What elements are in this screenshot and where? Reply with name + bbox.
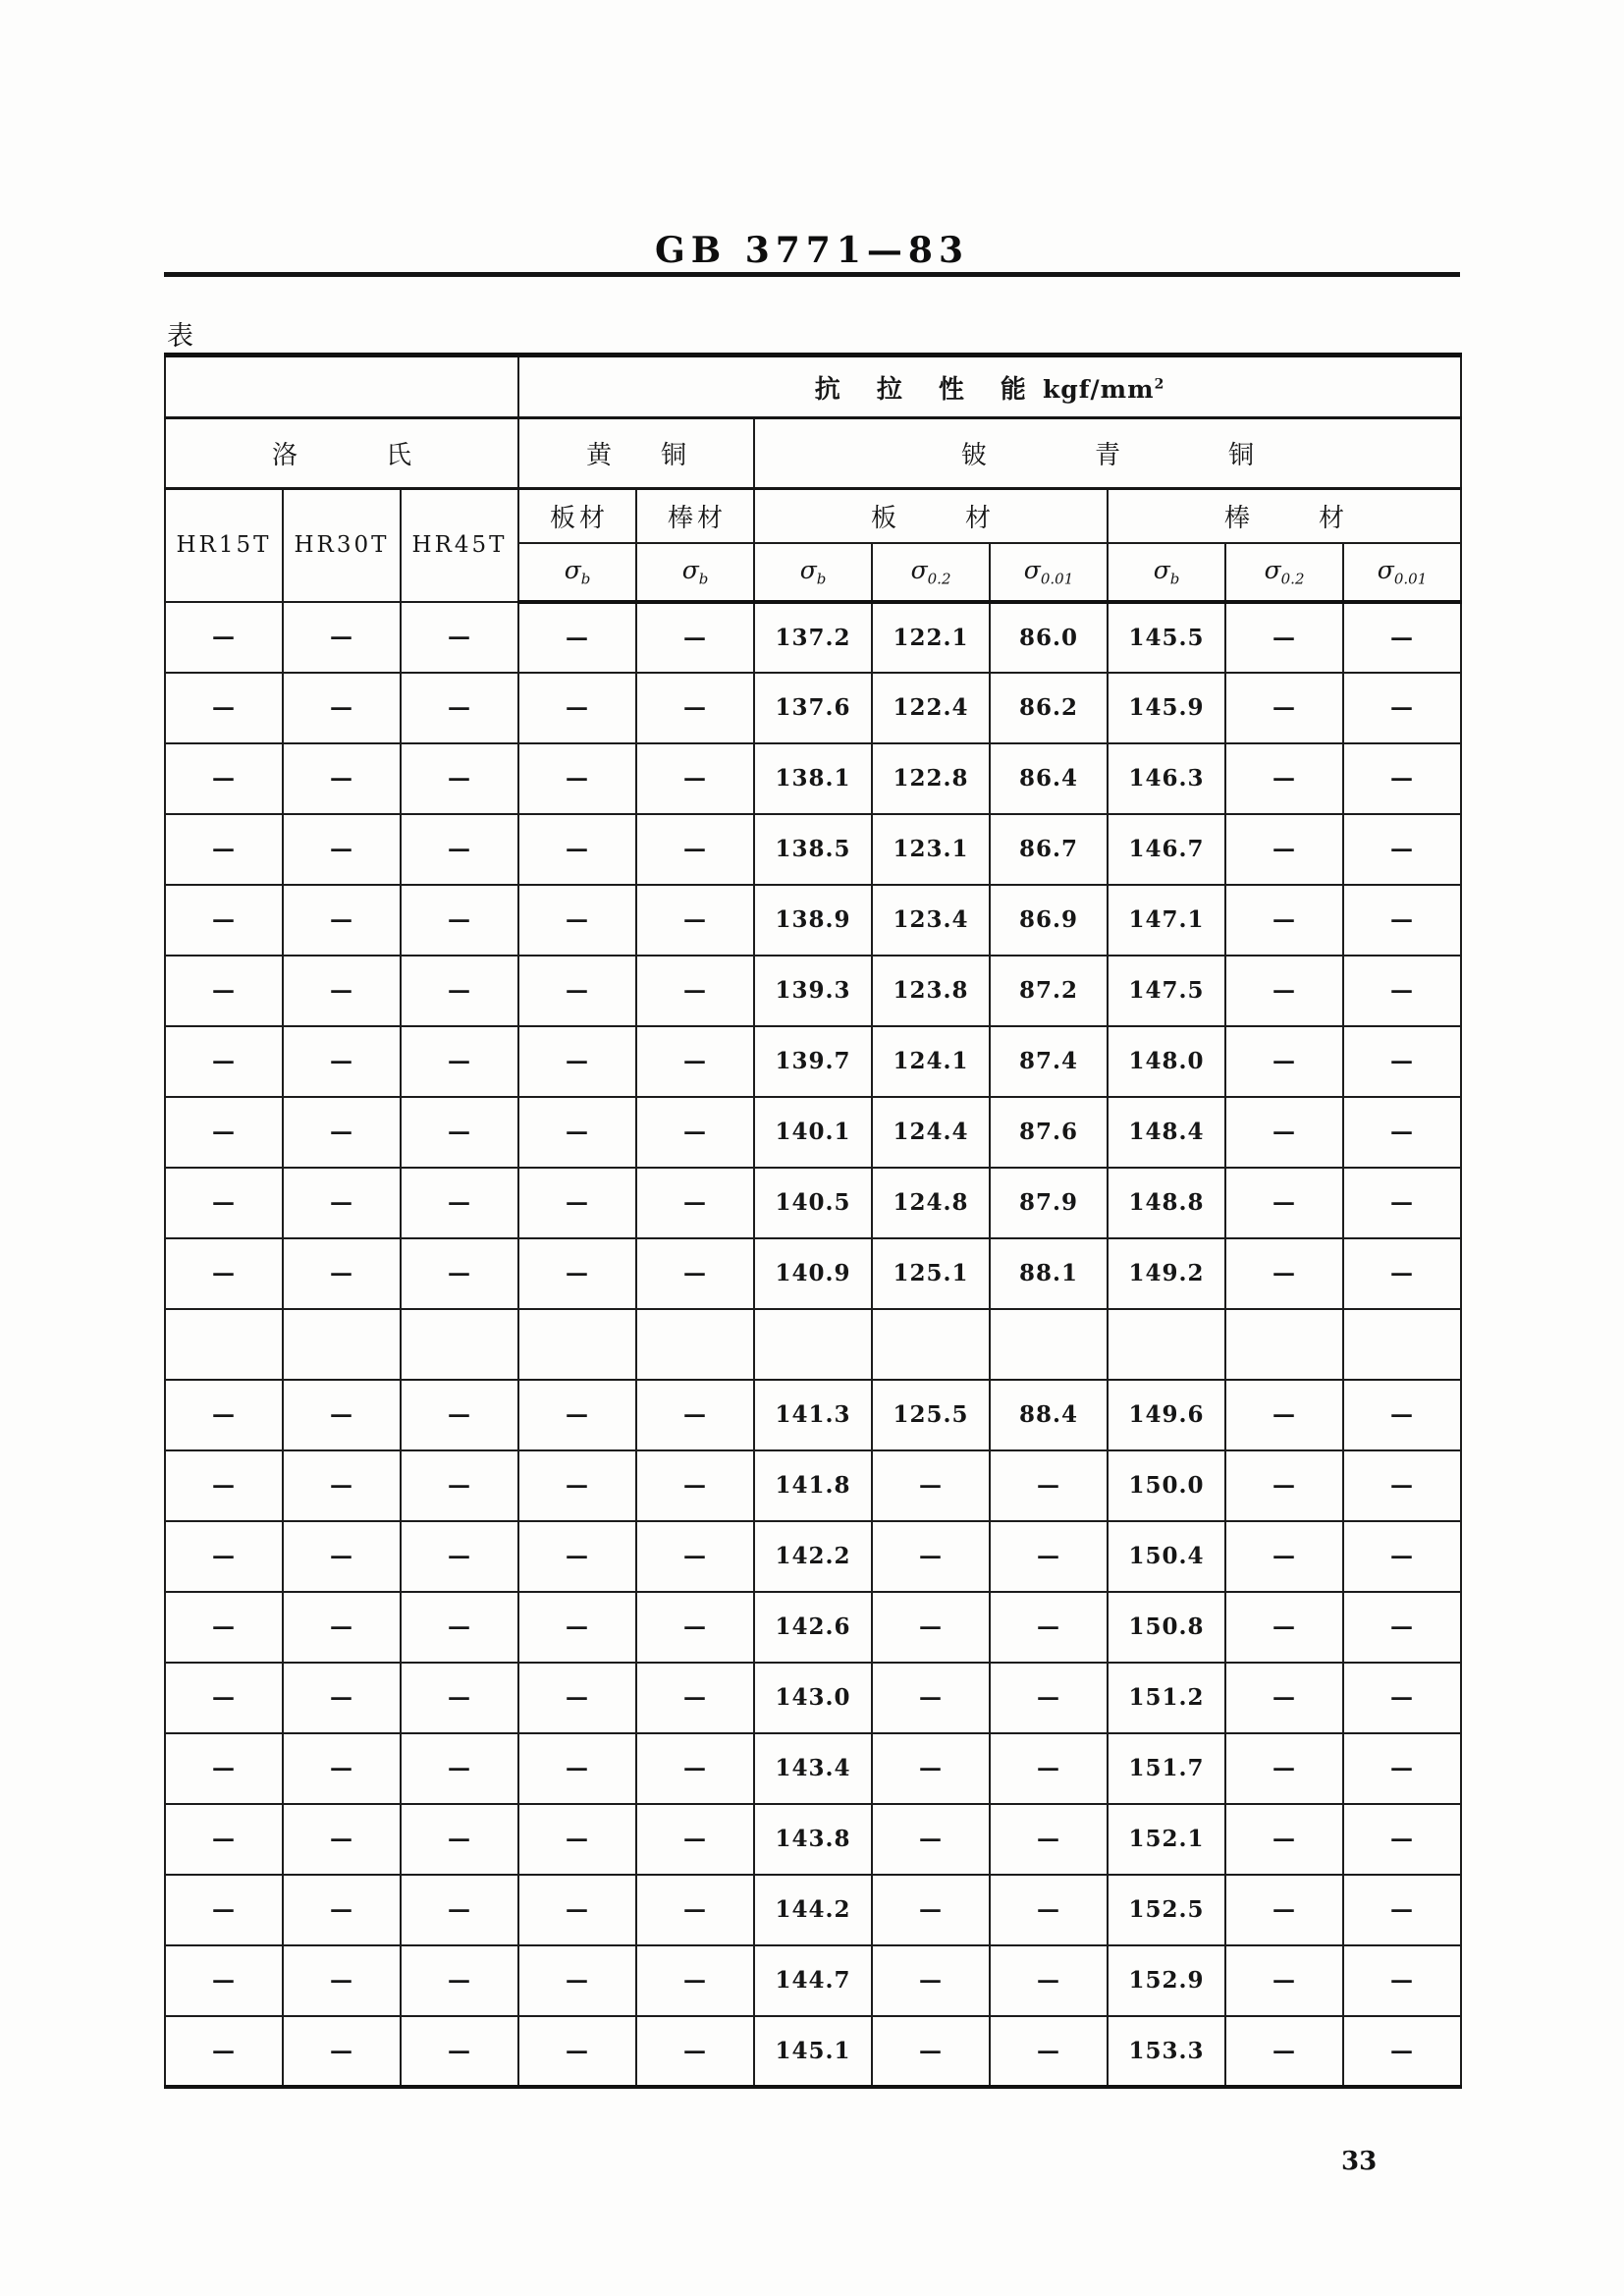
- dash-cell: —: [990, 1733, 1108, 1804]
- dash-cell: —: [990, 1592, 1108, 1663]
- value-cell: 138.9: [754, 885, 872, 956]
- header-row-forms: [165, 489, 1461, 543]
- dash-cell: —: [1343, 1733, 1461, 1804]
- dash-cell: —: [401, 1875, 518, 1945]
- dash-cell: —: [283, 1380, 401, 1450]
- dash-cell: —: [283, 1875, 401, 1945]
- standard-code-title: GB 3771—83: [655, 230, 969, 271]
- table-row: [165, 2016, 1461, 2087]
- dash-cell: —: [518, 1026, 636, 1097]
- value-cell: 124.4: [872, 1097, 990, 1168]
- dash-cell: —: [401, 602, 518, 673]
- value-cell: 145.1: [754, 2016, 872, 2087]
- value-cell: 146.3: [1108, 743, 1225, 814]
- value-cell: 151.7: [1108, 1733, 1225, 1804]
- value-cell: 141.8: [754, 1450, 872, 1521]
- dash-cell: —: [872, 1875, 990, 1945]
- dash-cell: —: [1343, 1026, 1461, 1097]
- dash-cell: —: [1225, 1026, 1343, 1097]
- dash-cell: —: [636, 1521, 754, 1592]
- dash-cell: —: [1225, 956, 1343, 1026]
- dash-cell: —: [518, 1663, 636, 1733]
- empty-cell: [283, 1309, 401, 1380]
- value-cell: 145.9: [1108, 673, 1225, 743]
- table-row: [165, 673, 1461, 743]
- value-cell: 87.6: [990, 1097, 1108, 1168]
- table-row: [165, 1238, 1461, 1309]
- dash-cell: —: [401, 1804, 518, 1875]
- empty-cell: [990, 1309, 1108, 1380]
- header-cell-beryllium: 铍青铜: [754, 418, 1461, 489]
- dash-cell: —: [401, 1592, 518, 1663]
- dash-cell: —: [990, 1450, 1108, 1521]
- dash-cell: —: [1225, 1521, 1343, 1592]
- header-cell-sigma-b-brass-bar: $\sigma_b$: [636, 543, 754, 602]
- dash-cell: —: [1225, 673, 1343, 743]
- value-cell: 87.9: [990, 1168, 1108, 1238]
- dash-cell: —: [283, 1804, 401, 1875]
- dash-cell: —: [636, 1026, 754, 1097]
- dash-cell: —: [518, 1168, 636, 1238]
- empty-cell: [754, 1309, 872, 1380]
- dash-cell: —: [283, 885, 401, 956]
- table-label: 表: [167, 321, 193, 352]
- dash-cell: —: [1225, 1097, 1343, 1168]
- dash-cell: —: [165, 814, 283, 885]
- dash-cell: —: [1343, 743, 1461, 814]
- value-cell: 125.5: [872, 1380, 990, 1450]
- empty-cell: [401, 1309, 518, 1380]
- value-cell: 152.1: [1108, 1804, 1225, 1875]
- header-cell-brass: 黄铜: [518, 418, 754, 489]
- value-cell: 148.0: [1108, 1026, 1225, 1097]
- value-cell: 152.9: [1108, 1945, 1225, 2016]
- header-cell-sigma-b-be-sheet: $\sigma_b$: [754, 543, 872, 602]
- dash-cell: —: [872, 1521, 990, 1592]
- table-row: [165, 1309, 1461, 1380]
- dash-cell: —: [1343, 1097, 1461, 1168]
- dash-cell: —: [518, 1733, 636, 1804]
- dash-cell: —: [1343, 814, 1461, 885]
- value-cell: 86.2: [990, 673, 1108, 743]
- dash-cell: —: [1225, 1875, 1343, 1945]
- dash-cell: —: [283, 743, 401, 814]
- dash-cell: —: [165, 885, 283, 956]
- value-cell: 138.5: [754, 814, 872, 885]
- value-cell: 142.2: [754, 1521, 872, 1592]
- dash-cell: —: [283, 1592, 401, 1663]
- dash-cell: —: [401, 885, 518, 956]
- value-cell: 150.8: [1108, 1592, 1225, 1663]
- value-cell: 151.2: [1108, 1663, 1225, 1733]
- dash-cell: —: [401, 1026, 518, 1097]
- dash-cell: —: [1343, 1168, 1461, 1238]
- value-cell: 144.2: [754, 1875, 872, 1945]
- dash-cell: —: [872, 1733, 990, 1804]
- header-cell-tensile-title: [518, 355, 1461, 418]
- dash-cell: —: [872, 2016, 990, 2087]
- dash-cell: —: [165, 1945, 283, 2016]
- dash-cell: —: [1343, 1238, 1461, 1309]
- dash-cell: —: [1225, 1238, 1343, 1309]
- header-cell-brass-sheet: 板材: [518, 489, 636, 543]
- header-cell-sigma-b-be-bar: $\sigma_b$: [1108, 543, 1225, 602]
- dash-cell: —: [1225, 1804, 1343, 1875]
- dash-cell: —: [518, 956, 636, 1026]
- dash-cell: —: [872, 1663, 990, 1733]
- value-cell: 122.4: [872, 673, 990, 743]
- dash-cell: —: [165, 1238, 283, 1309]
- value-cell: 145.5: [1108, 602, 1225, 673]
- empty-cell: [165, 1309, 283, 1380]
- dash-cell: —: [636, 1875, 754, 1945]
- value-cell: 124.1: [872, 1026, 990, 1097]
- dash-cell: —: [283, 1097, 401, 1168]
- dash-cell: —: [1225, 1663, 1343, 1733]
- dash-cell: —: [1225, 743, 1343, 814]
- table-row: [165, 1168, 1461, 1238]
- header-cell-sigma-02-be-sheet: $\sigma_{0.2}$: [872, 543, 990, 602]
- dash-cell: —: [1343, 1663, 1461, 1733]
- dash-cell: —: [636, 1450, 754, 1521]
- header-cell-beryllium-sheet: 板材: [754, 489, 1108, 543]
- table-row: [165, 885, 1461, 956]
- value-cell: 147.5: [1108, 956, 1225, 1026]
- dash-cell: —: [283, 1168, 401, 1238]
- dash-cell: —: [636, 1945, 754, 2016]
- dash-cell: —: [165, 602, 283, 673]
- dash-cell: —: [1225, 1450, 1343, 1521]
- header-cell-rockwell: 洛氏: [165, 418, 518, 489]
- value-cell: 142.6: [754, 1592, 872, 1663]
- dash-cell: —: [1225, 1945, 1343, 2016]
- dash-cell: —: [165, 1450, 283, 1521]
- dash-cell: —: [1225, 2016, 1343, 2087]
- header-cell-beryllium-bar: 棒材: [1108, 489, 1461, 543]
- dash-cell: —: [636, 743, 754, 814]
- value-cell: 86.7: [990, 814, 1108, 885]
- dash-cell: —: [518, 1097, 636, 1168]
- dash-cell: —: [283, 602, 401, 673]
- value-cell: 152.5: [1108, 1875, 1225, 1945]
- dash-cell: —: [401, 1238, 518, 1309]
- dash-cell: —: [1225, 1380, 1343, 1450]
- dash-cell: —: [165, 1168, 283, 1238]
- header-cell-empty: [165, 355, 518, 418]
- value-cell: 149.2: [1108, 1238, 1225, 1309]
- table-row: [165, 814, 1461, 885]
- dash-cell: —: [1343, 885, 1461, 956]
- dash-cell: —: [518, 1521, 636, 1592]
- dash-cell: —: [518, 2016, 636, 2087]
- value-cell: 123.8: [872, 956, 990, 1026]
- dash-cell: —: [872, 1450, 990, 1521]
- value-cell: 140.1: [754, 1097, 872, 1168]
- dash-cell: —: [165, 1592, 283, 1663]
- dash-cell: —: [1343, 1521, 1461, 1592]
- dash-cell: —: [1343, 602, 1461, 673]
- dash-cell: —: [283, 1663, 401, 1733]
- header-cell-sigma-b-brass-sheet: $\sigma_b$: [518, 543, 636, 602]
- tensile-title-text: 抗 拉 性 能: [814, 374, 1040, 405]
- header-cell-hr15t: HR15T: [165, 489, 283, 602]
- header-row-materials: [165, 418, 1461, 489]
- dash-cell: —: [1343, 1804, 1461, 1875]
- dash-cell: —: [636, 1168, 754, 1238]
- dash-cell: —: [518, 1875, 636, 1945]
- value-cell: 150.4: [1108, 1521, 1225, 1592]
- dash-cell: —: [872, 1592, 990, 1663]
- dash-cell: —: [1225, 1733, 1343, 1804]
- dash-cell: —: [518, 1450, 636, 1521]
- dash-cell: —: [990, 1875, 1108, 1945]
- dash-cell: —: [1343, 1875, 1461, 1945]
- dash-cell: —: [636, 1238, 754, 1309]
- dash-cell: —: [1225, 885, 1343, 956]
- empty-cell: [518, 1309, 636, 1380]
- header-cell-brass-bar: 棒材: [636, 489, 754, 543]
- dash-cell: —: [636, 1804, 754, 1875]
- value-cell: 139.7: [754, 1026, 872, 1097]
- dash-cell: —: [636, 814, 754, 885]
- dash-cell: —: [636, 1380, 754, 1450]
- dash-cell: —: [283, 814, 401, 885]
- value-cell: 137.2: [754, 602, 872, 673]
- header-rule: [164, 272, 1460, 277]
- dash-cell: —: [1225, 814, 1343, 885]
- dash-cell: —: [283, 1733, 401, 1804]
- dash-cell: —: [283, 1945, 401, 2016]
- dash-cell: —: [636, 673, 754, 743]
- header-cell-sigma-001-be-sheet: $\sigma_{0.01}$: [990, 543, 1108, 602]
- dash-cell: —: [1343, 673, 1461, 743]
- dash-cell: —: [165, 2016, 283, 2087]
- dash-cell: —: [1343, 1945, 1461, 2016]
- dash-cell: —: [283, 1521, 401, 1592]
- dash-cell: —: [518, 1804, 636, 1875]
- value-cell: 87.2: [990, 956, 1108, 1026]
- dash-cell: —: [636, 885, 754, 956]
- dash-cell: —: [990, 1945, 1108, 2016]
- value-cell: 86.9: [990, 885, 1108, 956]
- dash-cell: —: [518, 743, 636, 814]
- dash-cell: —: [872, 1804, 990, 1875]
- dash-cell: —: [636, 602, 754, 673]
- table-row: [165, 1521, 1461, 1592]
- value-cell: 144.7: [754, 1945, 872, 2016]
- value-cell: 153.3: [1108, 2016, 1225, 2087]
- empty-cell: [1225, 1309, 1343, 1380]
- dash-cell: —: [872, 1945, 990, 2016]
- dash-cell: —: [401, 1521, 518, 1592]
- table-body: [165, 602, 1461, 2087]
- dash-cell: —: [283, 1238, 401, 1309]
- table-row: [165, 1380, 1461, 1450]
- table-row: [165, 1804, 1461, 1875]
- dash-cell: —: [518, 1592, 636, 1663]
- dash-cell: —: [636, 2016, 754, 2087]
- table-row: [165, 1733, 1461, 1804]
- dash-cell: —: [401, 2016, 518, 2087]
- table-row: [165, 1663, 1461, 1733]
- empty-cell: [1343, 1309, 1461, 1380]
- table-row: [165, 1945, 1461, 2016]
- value-cell: 123.1: [872, 814, 990, 885]
- value-cell: 143.8: [754, 1804, 872, 1875]
- value-cell: 88.1: [990, 1238, 1108, 1309]
- value-cell: 88.4: [990, 1380, 1108, 1450]
- dash-cell: —: [401, 1450, 518, 1521]
- dash-cell: —: [401, 1168, 518, 1238]
- tensile-unit: kgf/$mm^2$: [1042, 374, 1165, 404]
- table-row: [165, 1592, 1461, 1663]
- dash-cell: —: [1343, 956, 1461, 1026]
- value-cell: 149.6: [1108, 1380, 1225, 1450]
- dash-cell: —: [990, 2016, 1108, 2087]
- header-cell-hr30t: HR30T: [283, 489, 401, 602]
- value-cell: 147.1: [1108, 885, 1225, 956]
- dash-cell: —: [165, 1733, 283, 1804]
- dash-cell: —: [165, 956, 283, 1026]
- value-cell: 125.1: [872, 1238, 990, 1309]
- empty-cell: [872, 1309, 990, 1380]
- dash-cell: —: [165, 1521, 283, 1592]
- dash-cell: —: [401, 1733, 518, 1804]
- dash-cell: —: [518, 814, 636, 885]
- value-cell: 146.7: [1108, 814, 1225, 885]
- empty-cell: [1108, 1309, 1225, 1380]
- dash-cell: —: [283, 673, 401, 743]
- dash-cell: —: [518, 1380, 636, 1450]
- dash-cell: —: [283, 2016, 401, 2087]
- dash-cell: —: [283, 956, 401, 1026]
- dash-cell: —: [518, 602, 636, 673]
- dash-cell: —: [636, 1663, 754, 1733]
- value-cell: 143.0: [754, 1663, 872, 1733]
- table-row: [165, 743, 1461, 814]
- value-cell: 87.4: [990, 1026, 1108, 1097]
- value-cell: 86.4: [990, 743, 1108, 814]
- dash-cell: —: [1225, 1168, 1343, 1238]
- dash-cell: —: [165, 743, 283, 814]
- value-cell: 139.3: [754, 956, 872, 1026]
- dash-cell: —: [1343, 1592, 1461, 1663]
- table-row: [165, 956, 1461, 1026]
- dash-cell: —: [990, 1804, 1108, 1875]
- table-row: [165, 1450, 1461, 1521]
- dash-cell: —: [165, 1380, 283, 1450]
- value-cell: 138.1: [754, 743, 872, 814]
- header-cell-sigma-02-be-bar: $\sigma_{0.2}$: [1225, 543, 1343, 602]
- dash-cell: —: [165, 1026, 283, 1097]
- value-cell: 148.8: [1108, 1168, 1225, 1238]
- dash-cell: —: [1343, 1380, 1461, 1450]
- dash-cell: —: [283, 1450, 401, 1521]
- dash-cell: —: [401, 814, 518, 885]
- value-cell: 122.1: [872, 602, 990, 673]
- conversion-table: [164, 353, 1462, 2089]
- dash-cell: —: [401, 1945, 518, 2016]
- value-cell: 123.4: [872, 885, 990, 956]
- dash-cell: —: [636, 956, 754, 1026]
- dash-cell: —: [165, 673, 283, 743]
- table-row: [165, 1875, 1461, 1945]
- value-cell: 140.9: [754, 1238, 872, 1309]
- dash-cell: —: [401, 1380, 518, 1450]
- dash-cell: —: [401, 1663, 518, 1733]
- value-cell: 140.5: [754, 1168, 872, 1238]
- value-cell: 137.6: [754, 673, 872, 743]
- table-row: [165, 1026, 1461, 1097]
- dash-cell: —: [165, 1875, 283, 1945]
- dash-cell: —: [518, 673, 636, 743]
- page-number: 33: [1341, 2147, 1378, 2176]
- value-cell: 124.8: [872, 1168, 990, 1238]
- header-row-tensile: [165, 355, 1461, 418]
- dash-cell: —: [518, 885, 636, 956]
- value-cell: 122.8: [872, 743, 990, 814]
- dash-cell: —: [165, 1804, 283, 1875]
- dash-cell: —: [636, 1592, 754, 1663]
- dash-cell: —: [165, 1097, 283, 1168]
- table-row: [165, 1097, 1461, 1168]
- table-row: [165, 602, 1461, 673]
- dash-cell: —: [1225, 602, 1343, 673]
- header-cell-hr45t: HR45T: [401, 489, 518, 602]
- dash-cell: —: [1343, 2016, 1461, 2087]
- dash-cell: —: [1343, 1450, 1461, 1521]
- dash-cell: —: [401, 743, 518, 814]
- value-cell: 148.4: [1108, 1097, 1225, 1168]
- dash-cell: —: [636, 1733, 754, 1804]
- dash-cell: —: [518, 1945, 636, 2016]
- value-cell: 141.3: [754, 1380, 872, 1450]
- header-cell-sigma-001-be-bar: $\sigma_{0.01}$: [1343, 543, 1461, 602]
- value-cell: 86.0: [990, 602, 1108, 673]
- dash-cell: —: [283, 1026, 401, 1097]
- dash-cell: —: [636, 1097, 754, 1168]
- dash-cell: —: [990, 1521, 1108, 1592]
- dash-cell: —: [165, 1663, 283, 1733]
- dash-cell: —: [401, 673, 518, 743]
- value-cell: 143.4: [754, 1733, 872, 1804]
- dash-cell: —: [518, 1238, 636, 1309]
- dash-cell: —: [401, 956, 518, 1026]
- empty-cell: [636, 1309, 754, 1380]
- dash-cell: —: [401, 1097, 518, 1168]
- dash-cell: —: [990, 1663, 1108, 1733]
- value-cell: 150.0: [1108, 1450, 1225, 1521]
- dash-cell: —: [1225, 1592, 1343, 1663]
